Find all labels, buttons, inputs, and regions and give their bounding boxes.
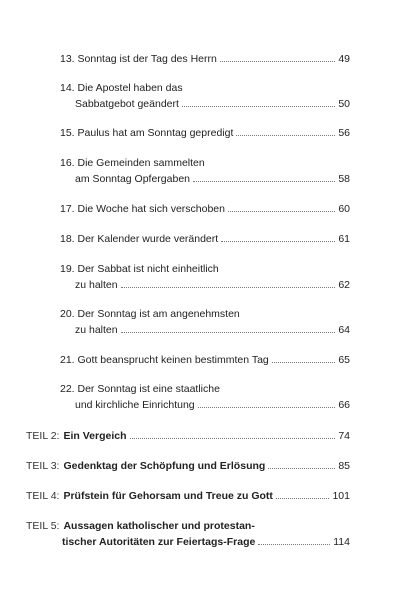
toc-page-number: 65 bbox=[338, 354, 350, 366]
toc-part-title: Gedenktag der Schöpfung und Erlösung bbox=[63, 460, 266, 472]
toc-page-number: 101 bbox=[332, 490, 350, 502]
toc-entry-13 bbox=[60, 51, 350, 67]
toc-line bbox=[60, 80, 350, 96]
toc-part-3 bbox=[26, 458, 350, 474]
toc-line bbox=[60, 261, 350, 277]
toc-line bbox=[26, 518, 350, 534]
toc-entry-17 bbox=[60, 201, 350, 217]
toc-part-2 bbox=[26, 428, 350, 444]
dot-leader bbox=[193, 181, 335, 182]
toc-page-number: 61 bbox=[338, 233, 350, 245]
toc-page-number: 50 bbox=[338, 98, 350, 110]
toc-page-number: 58 bbox=[338, 173, 350, 185]
toc-entry-title-cont: und kirchliche Einrichtung bbox=[75, 399, 195, 411]
dot-leader bbox=[228, 211, 335, 212]
toc-line bbox=[26, 458, 350, 474]
toc-line bbox=[60, 277, 350, 293]
dot-leader bbox=[182, 106, 335, 107]
toc-entry-title-cont: Sabbatgebot geändert bbox=[75, 98, 179, 110]
toc-entry-21 bbox=[60, 352, 350, 368]
dot-leader bbox=[198, 407, 335, 408]
toc-entry-22 bbox=[60, 381, 350, 413]
toc-entry-title: 18. Der Kalender wurde verändert bbox=[60, 233, 219, 245]
toc-line bbox=[60, 322, 350, 338]
toc-entry-title: 13. Sonntag ist der Tag des Herrn bbox=[60, 53, 217, 65]
toc-part-4 bbox=[26, 488, 350, 504]
toc-entry-title: 22. Der Sonntag ist eine staatliche bbox=[60, 383, 220, 395]
toc-entry-title: 20. Der Sonntag ist am angenehmsten bbox=[60, 308, 240, 320]
toc-part-title-cont: tischer Autoritäten zur Feiertags-Frage bbox=[62, 536, 256, 548]
toc-entry-title: 14. Die Apostel haben das bbox=[60, 82, 183, 94]
toc-entry-19 bbox=[60, 261, 350, 293]
toc-page-number: 60 bbox=[338, 203, 350, 215]
dot-leader bbox=[130, 438, 336, 439]
toc-entry-title-cont: am Sonntag Opfergaben bbox=[75, 173, 190, 185]
toc-entry-16 bbox=[60, 155, 350, 187]
toc-line bbox=[60, 171, 350, 187]
toc-line bbox=[60, 125, 350, 141]
toc-line bbox=[60, 96, 350, 112]
toc-line bbox=[26, 534, 350, 550]
toc-page-number: 114 bbox=[333, 536, 350, 548]
toc-part-title: Ein Vergeich bbox=[63, 430, 127, 442]
toc-entry-18 bbox=[60, 231, 350, 247]
toc-page-number: 56 bbox=[338, 127, 350, 139]
toc-line bbox=[60, 231, 350, 247]
toc-part-label: TEIL 2: bbox=[26, 430, 60, 442]
toc-entry-title-cont: zu halten bbox=[75, 324, 118, 336]
toc-line bbox=[60, 201, 350, 217]
toc-page-number: 74 bbox=[338, 430, 350, 442]
dot-leader bbox=[121, 287, 335, 288]
toc-line bbox=[60, 51, 350, 67]
dot-leader bbox=[258, 544, 330, 545]
dot-leader bbox=[121, 332, 335, 333]
toc-entry-title: 17. Die Woche hat sich verschoben bbox=[60, 203, 225, 215]
toc-entry-20 bbox=[60, 306, 350, 338]
toc-entry-14 bbox=[60, 80, 350, 112]
toc-part-label: TEIL 4: bbox=[26, 490, 60, 502]
dot-leader bbox=[221, 241, 335, 242]
dot-leader bbox=[236, 135, 335, 136]
dot-leader bbox=[272, 362, 335, 363]
toc-entry-15 bbox=[60, 125, 350, 141]
toc-entry-title-cont: zu halten bbox=[75, 279, 118, 291]
toc-line bbox=[26, 428, 350, 444]
toc-page-number: 62 bbox=[338, 279, 350, 291]
toc-page-number: 64 bbox=[338, 324, 350, 336]
toc-line bbox=[60, 155, 350, 171]
toc-part-label: TEIL 5: bbox=[26, 520, 60, 532]
toc-page-number: 66 bbox=[338, 399, 350, 411]
toc-page-number: 85 bbox=[338, 460, 350, 472]
dot-leader bbox=[276, 498, 330, 499]
toc-line bbox=[60, 397, 350, 413]
toc-line bbox=[60, 306, 350, 322]
toc-line bbox=[26, 488, 350, 504]
dot-leader bbox=[220, 61, 335, 62]
toc-entry-title: 15. Paulus hat am Sonntag gepredigt bbox=[60, 127, 234, 139]
toc-part-label: TEIL 3: bbox=[26, 460, 60, 472]
toc-part-title: Prüfstein für Gehorsam und Treue zu Gott bbox=[63, 490, 273, 502]
toc-entry-title: 21. Gott beansprucht keinen bestimmten Tag bbox=[60, 354, 269, 366]
dot-leader bbox=[268, 468, 335, 469]
toc-entry-title: 19. Der Sabbat ist nicht einheitlich bbox=[60, 263, 219, 275]
toc-line bbox=[60, 381, 350, 397]
toc-part-title: Aussagen katholischer und protestan- bbox=[63, 520, 255, 532]
toc-line bbox=[60, 352, 350, 368]
toc-page-number: 49 bbox=[338, 53, 350, 65]
toc-part-5 bbox=[26, 518, 350, 550]
toc-entry-title: 16. Die Gemeinden sammelten bbox=[60, 157, 205, 169]
